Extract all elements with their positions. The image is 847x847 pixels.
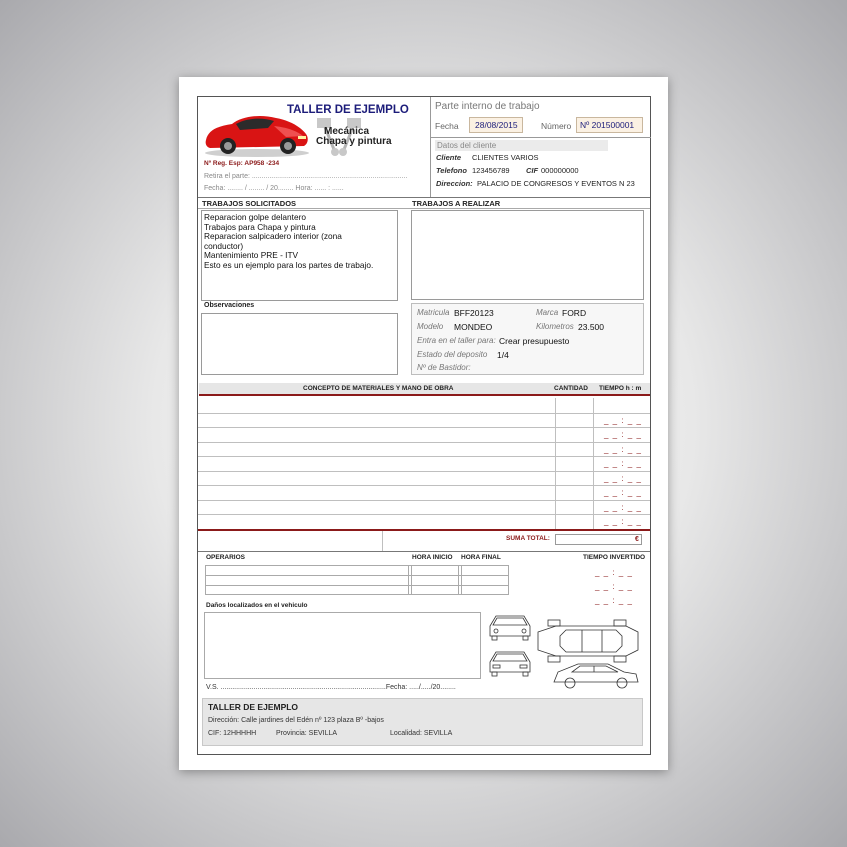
operarios-table[interactable] <box>205 565 509 595</box>
currency-symbol: € <box>635 536 639 543</box>
danos-title: Daños localizados en el vehiculo <box>206 602 308 609</box>
table-row[interactable] <box>198 485 650 486</box>
footer-company: TALLER DE EJEMPLO <box>208 702 299 712</box>
tiempo-column-line <box>593 398 594 529</box>
cantidad-header: CANTIDAD <box>554 385 588 392</box>
fecha-value: 28/08/2015 <box>475 120 518 130</box>
trabajos-solicitados-text <box>204 213 396 270</box>
modelo-label: Modelo <box>417 322 444 331</box>
solicitado-line: Esto es un ejemplo para los partes de trabajo. <box>204 259 374 270</box>
tiempo-header: TIEMPO h : m <box>599 385 642 392</box>
reg-number: Nº Reg. Esp: AP958 -234 <box>204 160 280 167</box>
marca-value: FORD <box>562 308 587 318</box>
trabajos-realizar-title: TRABAJOS A REALIZAR <box>412 199 501 208</box>
table-row[interactable] <box>198 427 650 428</box>
service-line-2: Chapa y pintura <box>316 136 392 147</box>
header-right-separator <box>431 137 651 138</box>
cliente-section-title: Datos del cliente <box>437 141 497 150</box>
solicitado-line: Reparacion salpicadero interior (zona <box>204 231 342 241</box>
suma-total-field[interactable] <box>555 534 642 545</box>
table-row[interactable] <box>198 471 650 472</box>
solicitado-line: Reparacion golpe delantero <box>204 212 306 222</box>
hora-final-title: HORA FINAL <box>461 554 501 561</box>
materiales-bottom-line <box>198 529 650 531</box>
telefono-value: 123456789 <box>472 166 510 175</box>
footer-localidad: Localidad: SEVILLA <box>390 730 453 737</box>
numero-label: Número <box>541 121 572 131</box>
tiempo-invertido-1: _ _ : _ _ <box>595 568 633 577</box>
row-time-placeholder: _ _ : _ _ <box>604 459 642 468</box>
footer-direccion: Dirección: Calle jardines del Edén nº 123 plaza Bº -bajos <box>208 717 384 724</box>
observaciones-box[interactable] <box>201 313 398 375</box>
table-row[interactable] <box>198 442 650 443</box>
solicitado-line: Mantenimiento PRE - ITV <box>204 250 299 260</box>
km-label: Kilometros <box>536 322 574 331</box>
operarios-col-line-1 <box>408 565 409 595</box>
suma-bottom-line <box>198 551 650 552</box>
modelo-value: MONDEO <box>454 322 493 332</box>
table-row[interactable] <box>198 514 650 515</box>
cliente-label: Cliente <box>436 153 462 162</box>
operarios-title: OPERARIOS <box>206 554 246 561</box>
km-value: 23.500 <box>578 322 604 332</box>
table-row[interactable] <box>198 500 650 501</box>
service-line-1: Mecánica <box>324 126 370 137</box>
cif-value: 000000000 <box>541 166 579 175</box>
matricula-label: Matricula <box>417 308 450 317</box>
observaciones-title: Observaciones <box>204 302 255 309</box>
footer-cif: CIF: 12HHHHH <box>208 730 257 737</box>
parte-title: Parte interno de trabajo <box>435 101 540 112</box>
header-divider <box>430 97 431 197</box>
cliente-value: CLIENTES VARIOS <box>472 153 539 162</box>
fecha-hora-line: Fecha: ........ / ........ / 20........ Hora: ...... : ...... <box>204 185 344 192</box>
concepto-header: CONCEPTO DE MATERIALES Y MANO DE OBRA <box>303 385 454 392</box>
operarios-row-line-2 <box>205 585 509 586</box>
vs-line: V.S. .....................................................................................Fecha: ...../...../20........ <box>206 684 456 691</box>
trabajos-realizar-box[interactable] <box>411 210 644 300</box>
telefono-label: Telefono <box>436 166 467 175</box>
deposito-label: Estado del deposito <box>417 350 488 359</box>
entra-value: Crear presupuesto <box>499 336 570 346</box>
row-time-placeholder: _ _ : _ _ <box>604 502 642 512</box>
matricula-value: BFF20123 <box>454 308 494 318</box>
direccion-value: PALACIO DE CONGRESOS Y EVENTOS N 23 <box>477 179 635 188</box>
bastidor-label: Nº de Bastidor: <box>417 363 471 372</box>
trabajos-solicitados-title: TRABAJOS SOLICITADOS <box>202 199 297 208</box>
car-damage-diagram-icon <box>486 610 646 690</box>
solicitado-line: Trabajos para Chapa y pintura <box>204 221 316 232</box>
operarios-col-line-4 <box>461 565 462 595</box>
operarios-col-line-3 <box>458 565 459 595</box>
marca-label: Marca <box>536 308 559 317</box>
numero-value: Nº 201500001 <box>580 120 635 130</box>
row-time-placeholder: _ _ : _ _ <box>604 415 642 425</box>
solicitado-line: conductor) <box>204 240 244 251</box>
table-row[interactable] <box>198 413 650 414</box>
deposito-value: 1/4 <box>497 350 509 360</box>
form-frame <box>197 96 651 755</box>
danos-box[interactable] <box>204 612 481 679</box>
retira-line: Retira el parte: ................................................................................ <box>204 173 408 180</box>
logo-area <box>199 98 430 197</box>
company-title: TALLER DE EJEMPLO <box>287 104 409 116</box>
tiempo-invertido-title: TIEMPO INVERTIDO <box>583 554 646 561</box>
row-time-placeholder: _ _ : _ _ <box>604 517 642 526</box>
tiempo-invertido-3: _ _ : _ _ <box>595 596 633 605</box>
row-time-placeholder: _ _ : _ _ <box>604 473 642 483</box>
operarios-col-line-2 <box>411 565 412 595</box>
footer-provincia: Provincia: SEVILLA <box>276 730 338 737</box>
tiempo-invertido-2: _ _ : _ _ <box>595 582 633 591</box>
cif-label: CIF <box>526 166 539 175</box>
suma-total-label: SUMA TOTAL: <box>506 535 550 542</box>
header-bottom-line <box>198 197 650 198</box>
hora-inicio-title: HORA INICIO <box>412 554 453 561</box>
materiales-rows <box>198 398 650 529</box>
row-time-placeholder: _ _ : _ _ <box>604 488 642 497</box>
table-row[interactable] <box>198 456 650 457</box>
suma-divider <box>382 531 383 551</box>
row-time-placeholder: _ _ : _ _ <box>604 430 642 439</box>
cantidad-column-line <box>555 398 556 529</box>
operarios-row-line-1 <box>205 575 509 576</box>
row-time-placeholder: _ _ : _ _ <box>604 444 642 454</box>
trabajos-title-line <box>198 208 650 209</box>
entra-label: Entra en el taller para: <box>417 336 496 345</box>
fecha-label: Fecha <box>435 121 459 131</box>
direccion-label: Direccion: <box>436 179 473 188</box>
